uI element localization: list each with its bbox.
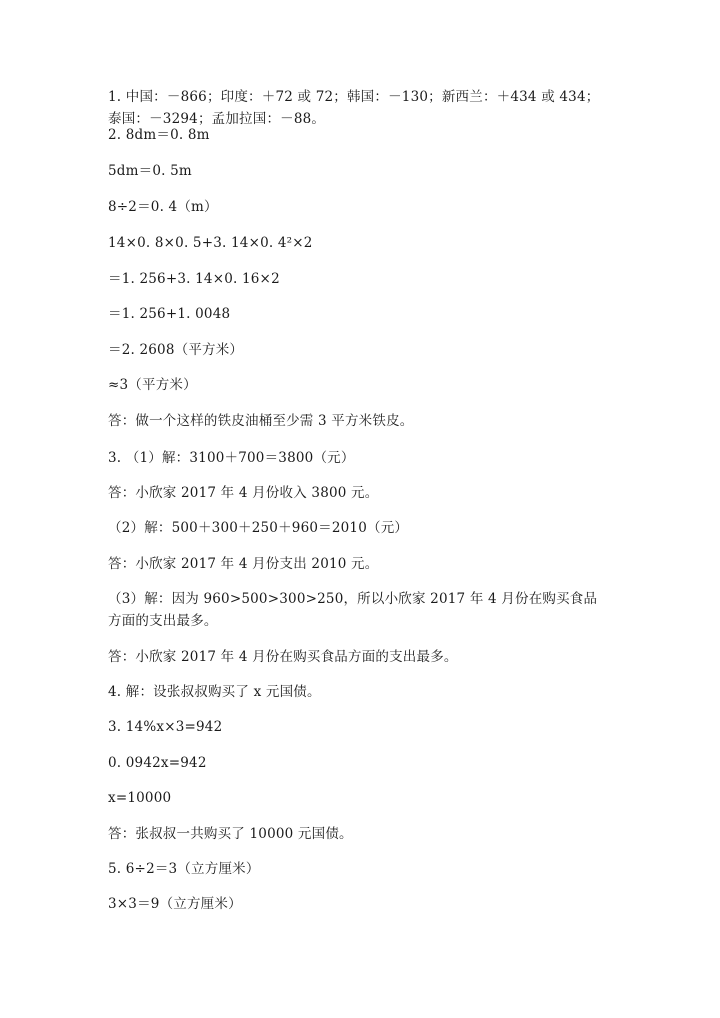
answer-5-line-1: 5. 6÷2＝3（立方厘米） xyxy=(108,861,260,877)
answer-4-line-2: 3. 14%x×3=942 xyxy=(108,719,223,735)
answer-1-text: 1. 中国：－866；印度：＋72 或 72；韩国：－130；新西兰：＋434 或 434；泰国：－3294；孟加拉国：－88。 xyxy=(108,89,600,127)
answer-2-line-3: 8÷2＝0. 4（m） xyxy=(108,199,218,215)
answer-2-line-5: ＝1. 256+3. 14×0. 16×2 xyxy=(108,271,280,287)
answer-2-line-8: ≈3（平方米） xyxy=(108,377,197,393)
answer-4-line-4: x=10000 xyxy=(108,790,172,806)
answer-3-part-2-conclusion: 答：小欣家 2017 年 4 月份支出 2010 元。 xyxy=(108,556,379,572)
answer-2-line-1: 2. 8dm＝0. 8m xyxy=(108,127,210,143)
answer-2-line-7: ＝2. 2608（平方米） xyxy=(108,342,244,358)
answer-2-line-4: 14×0. 8×0. 5+3. 14×0. 4²×2 xyxy=(108,235,313,251)
answer-2-line-2: 5dm＝0. 5m xyxy=(108,163,192,179)
answer-4-conclusion: 答：张叔叔一共购买了 10000 元国债。 xyxy=(108,826,353,842)
answer-2-conclusion: 答：做一个这样的铁皮油桶至少需 3 平方米铁皮。 xyxy=(108,413,414,429)
answer-2-line-6: ＝1. 256+1. 0048 xyxy=(108,306,231,322)
answer-3-part-3: （3）解：因为 960>500>300>250，所以小欣家 2017 年 4 月份在购买食品方面的支出最多。 xyxy=(108,591,598,629)
answer-3-part-2: （2）解：500＋300＋250＋960＝2010（元） xyxy=(108,520,409,536)
answer-4-line-3: 0. 0942x=942 xyxy=(108,755,207,771)
answer-4-line-1: 4. 解：设张叔叔购买了 x 元国债。 xyxy=(108,684,321,700)
answer-5-line-2: 3×3＝9（立方厘米） xyxy=(108,896,242,912)
answer-3-part-1: 3. （1）解：3100＋700＝3800（元） xyxy=(108,450,355,466)
answer-3-part-3-conclusion: 答：小欣家 2017 年 4 月份在购买食品方面的支出最多。 xyxy=(108,649,458,665)
answer-3-part-1-conclusion: 答：小欣家 2017 年 4 月份收入 3800 元。 xyxy=(108,485,379,501)
